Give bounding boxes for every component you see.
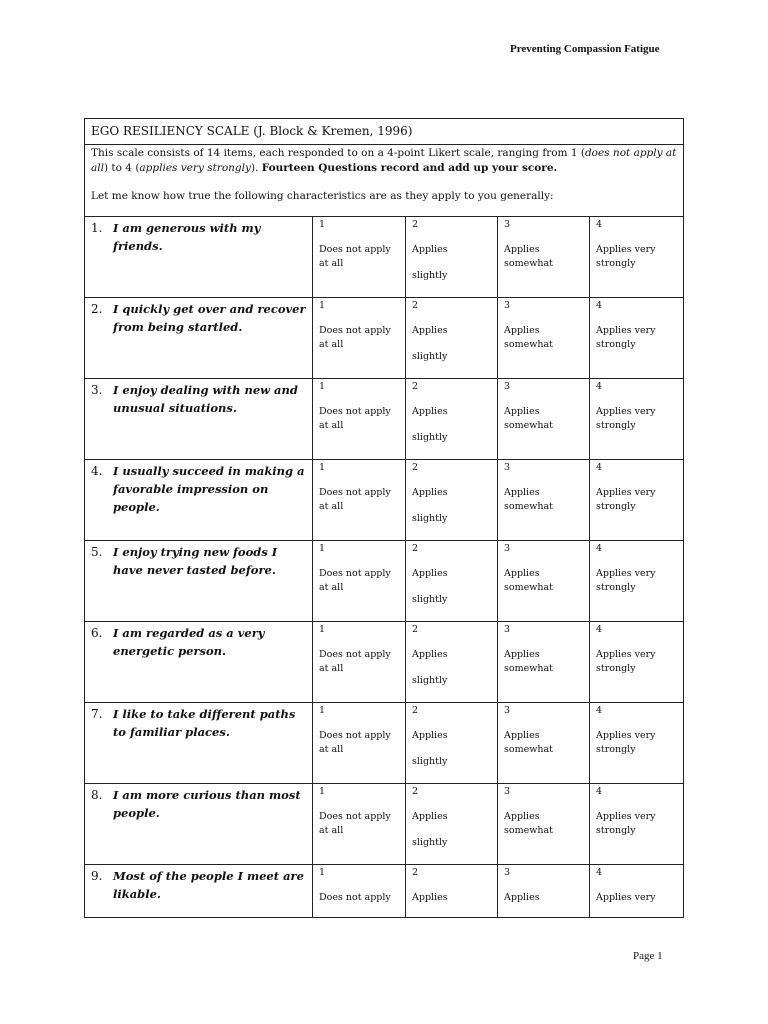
response-option-4[interactable] xyxy=(590,541,684,622)
option-label: Does not apply at all xyxy=(319,325,391,350)
description-italic-high: applies very strongly xyxy=(139,162,251,174)
option-label: Applies xyxy=(412,568,448,579)
question-number: 6. xyxy=(91,626,103,640)
question-cell xyxy=(85,298,313,379)
question-cell xyxy=(85,460,313,541)
response-option-1[interactable] xyxy=(313,217,406,298)
option-label: Applies very strongly xyxy=(596,406,656,431)
response-option-4[interactable] xyxy=(590,622,684,703)
option-number: 4 xyxy=(596,300,603,311)
question-text: Most of the people I meet are likable. xyxy=(113,869,304,901)
question-cell xyxy=(85,865,313,918)
scale-instruction: Let me know how true the following characteristics are as they apply to you generally: xyxy=(91,190,554,202)
option-label: Applies very xyxy=(596,892,656,903)
option-label: Applies somewhat xyxy=(504,649,553,674)
option-number: 2 xyxy=(412,462,419,473)
option-label: Applies xyxy=(504,892,540,903)
option-number: 4 xyxy=(596,705,603,716)
option-label: Does not apply at all xyxy=(319,406,391,431)
option-label: Does not apply at all xyxy=(319,649,391,674)
option-label-extra: slightly xyxy=(412,594,448,605)
option-label: Applies somewhat xyxy=(504,811,553,836)
option-label: Does not apply xyxy=(319,892,391,903)
option-number: 1 xyxy=(319,786,326,797)
option-label: Applies somewhat xyxy=(504,568,553,593)
response-option-4[interactable] xyxy=(590,217,684,298)
response-option-2[interactable] xyxy=(406,379,498,460)
option-label: Does not apply at all xyxy=(319,244,391,269)
option-number: 4 xyxy=(596,543,603,554)
question-cell xyxy=(85,703,313,784)
option-label: Applies xyxy=(412,892,448,903)
option-number: 3 xyxy=(504,543,511,554)
option-label: Does not apply at all xyxy=(319,487,391,512)
response-option-2[interactable] xyxy=(406,703,498,784)
response-option-4[interactable] xyxy=(590,865,684,918)
question-text: I enjoy trying new foods I have never tasted before. xyxy=(113,545,278,577)
response-option-3[interactable] xyxy=(498,379,590,460)
option-number: 1 xyxy=(319,381,326,392)
intro-row xyxy=(85,145,684,217)
option-label: Applies xyxy=(412,406,448,417)
title-row xyxy=(85,119,684,145)
option-number: 3 xyxy=(504,705,511,716)
option-label: Applies somewhat xyxy=(504,325,553,350)
option-label: Applies xyxy=(412,649,448,660)
option-label: Does not apply at all xyxy=(319,568,391,593)
option-number: 3 xyxy=(504,381,511,392)
option-number: 2 xyxy=(412,705,419,716)
question-number: 4. xyxy=(91,464,103,478)
option-number: 1 xyxy=(319,219,326,230)
option-number: 4 xyxy=(596,786,603,797)
response-option-3[interactable] xyxy=(498,703,590,784)
description-text: ) to 4 ( xyxy=(103,162,140,174)
ego-resiliency-scale-table xyxy=(84,118,684,918)
running-header: Preventing Compassion Fatigue xyxy=(510,43,660,55)
option-label: Applies very strongly xyxy=(596,811,656,836)
page-number: Page 1 xyxy=(633,950,663,962)
response-option-1[interactable] xyxy=(313,622,406,703)
description-text: This scale consists of 14 items, each responded to on a 4-point Likert scale, ranging from 1 ( xyxy=(91,147,585,159)
option-number: 2 xyxy=(412,219,419,230)
option-number: 3 xyxy=(504,300,511,311)
option-number: 4 xyxy=(596,624,603,635)
option-label: Applies somewhat xyxy=(504,244,553,269)
question-number: 5. xyxy=(91,545,103,559)
option-label: Applies xyxy=(412,811,448,822)
option-number: 4 xyxy=(596,381,603,392)
question-cell xyxy=(85,217,313,298)
scale-title: EGO RESILIENCY SCALE (J. Block & Kremen, 1996) xyxy=(91,124,413,138)
option-number: 3 xyxy=(504,624,511,635)
option-number: 1 xyxy=(319,624,326,635)
option-number: 1 xyxy=(319,300,326,311)
question-row xyxy=(85,784,684,865)
question-row xyxy=(85,298,684,379)
question-row xyxy=(85,217,684,298)
option-number: 3 xyxy=(504,867,511,878)
option-label-extra: slightly xyxy=(412,351,448,362)
response-option-2[interactable] xyxy=(406,460,498,541)
scale-description xyxy=(85,145,683,176)
response-option-1[interactable] xyxy=(313,865,406,918)
description-italic-low: does not apply at all xyxy=(91,147,677,174)
option-number: 1 xyxy=(319,867,326,878)
question-text: I enjoy dealing with new and unusual situations. xyxy=(113,383,298,415)
question-row xyxy=(85,379,684,460)
option-number: 3 xyxy=(504,786,511,797)
response-option-4[interactable] xyxy=(590,460,684,541)
response-option-3[interactable] xyxy=(498,298,590,379)
question-row xyxy=(85,622,684,703)
option-label-extra: slightly xyxy=(412,270,448,281)
question-text: I am regarded as a very energetic person. xyxy=(113,626,265,658)
response-option-3[interactable] xyxy=(498,865,590,918)
question-cell xyxy=(85,622,313,703)
response-option-4[interactable] xyxy=(590,703,684,784)
response-option-2[interactable] xyxy=(406,784,498,865)
option-label: Applies very strongly xyxy=(596,487,656,512)
option-label: Applies somewhat xyxy=(504,487,553,512)
response-option-4[interactable] xyxy=(590,379,684,460)
description-bold: Fourteen Questions record and add up your score. xyxy=(261,162,558,174)
option-label: Does not apply at all xyxy=(319,730,391,755)
response-option-3[interactable] xyxy=(498,541,590,622)
question-number: 2. xyxy=(91,302,103,316)
option-label: Applies somewhat xyxy=(504,730,553,755)
question-row xyxy=(85,460,684,541)
option-number: 2 xyxy=(412,867,419,878)
question-cell xyxy=(85,784,313,865)
question-cell xyxy=(85,379,313,460)
option-number: 4 xyxy=(596,867,603,878)
question-text: I am more curious than most people. xyxy=(113,788,301,820)
response-option-1[interactable] xyxy=(313,784,406,865)
response-option-2[interactable] xyxy=(406,217,498,298)
option-label-extra: slightly xyxy=(412,675,448,686)
option-number: 2 xyxy=(412,381,419,392)
question-row xyxy=(85,703,684,784)
response-option-3[interactable] xyxy=(498,217,590,298)
question-row xyxy=(85,541,684,622)
option-label: Applies xyxy=(412,487,448,498)
option-number: 2 xyxy=(412,624,419,635)
question-number: 3. xyxy=(91,383,103,397)
option-label: Does not apply at all xyxy=(319,811,391,836)
option-number: 4 xyxy=(596,462,603,473)
description-text: ). xyxy=(250,162,262,174)
option-label: Applies very strongly xyxy=(596,649,656,674)
option-number: 1 xyxy=(319,462,326,473)
option-label: Applies very strongly xyxy=(596,325,656,350)
option-number: 4 xyxy=(596,219,603,230)
response-option-2[interactable] xyxy=(406,865,498,918)
question-row xyxy=(85,865,684,918)
question-number: 8. xyxy=(91,788,103,802)
response-option-2[interactable] xyxy=(406,541,498,622)
response-option-1[interactable] xyxy=(313,379,406,460)
option-label: Applies xyxy=(412,325,448,336)
question-number: 9. xyxy=(91,869,103,883)
response-option-4[interactable] xyxy=(590,784,684,865)
response-option-3[interactable] xyxy=(498,622,590,703)
response-option-2[interactable] xyxy=(406,298,498,379)
option-number: 1 xyxy=(319,705,326,716)
question-text: I quickly get over and recover from being startled. xyxy=(113,302,306,334)
response-option-3[interactable] xyxy=(498,460,590,541)
question-text: I am generous with my friends. xyxy=(113,221,261,253)
option-number: 2 xyxy=(412,543,419,554)
option-label-extra: slightly xyxy=(412,513,448,524)
option-number: 2 xyxy=(412,786,419,797)
option-label: Applies very strongly xyxy=(596,730,656,755)
response-option-1[interactable] xyxy=(313,703,406,784)
response-option-2[interactable] xyxy=(406,622,498,703)
option-number: 3 xyxy=(504,462,511,473)
option-label: Applies somewhat xyxy=(504,406,553,431)
option-label-extra: slightly xyxy=(412,837,448,848)
question-cell xyxy=(85,541,313,622)
question-text: I like to take different paths to familiar places. xyxy=(113,707,296,739)
option-label: Applies xyxy=(412,244,448,255)
option-number: 1 xyxy=(319,543,326,554)
response-option-1[interactable] xyxy=(313,460,406,541)
option-number: 2 xyxy=(412,300,419,311)
option-label-extra: slightly xyxy=(412,756,448,767)
question-number: 7. xyxy=(91,707,103,721)
response-option-3[interactable] xyxy=(498,784,590,865)
response-option-4[interactable] xyxy=(590,298,684,379)
response-option-1[interactable] xyxy=(313,298,406,379)
option-label: Applies very strongly xyxy=(596,244,656,269)
question-number: 1. xyxy=(91,221,103,235)
option-label: Applies xyxy=(412,730,448,741)
option-label: Applies very strongly xyxy=(596,568,656,593)
option-label-extra: slightly xyxy=(412,432,448,443)
option-number: 3 xyxy=(504,219,511,230)
question-text: I usually succeed in making a favorable impression on people. xyxy=(113,464,305,514)
response-option-1[interactable] xyxy=(313,541,406,622)
